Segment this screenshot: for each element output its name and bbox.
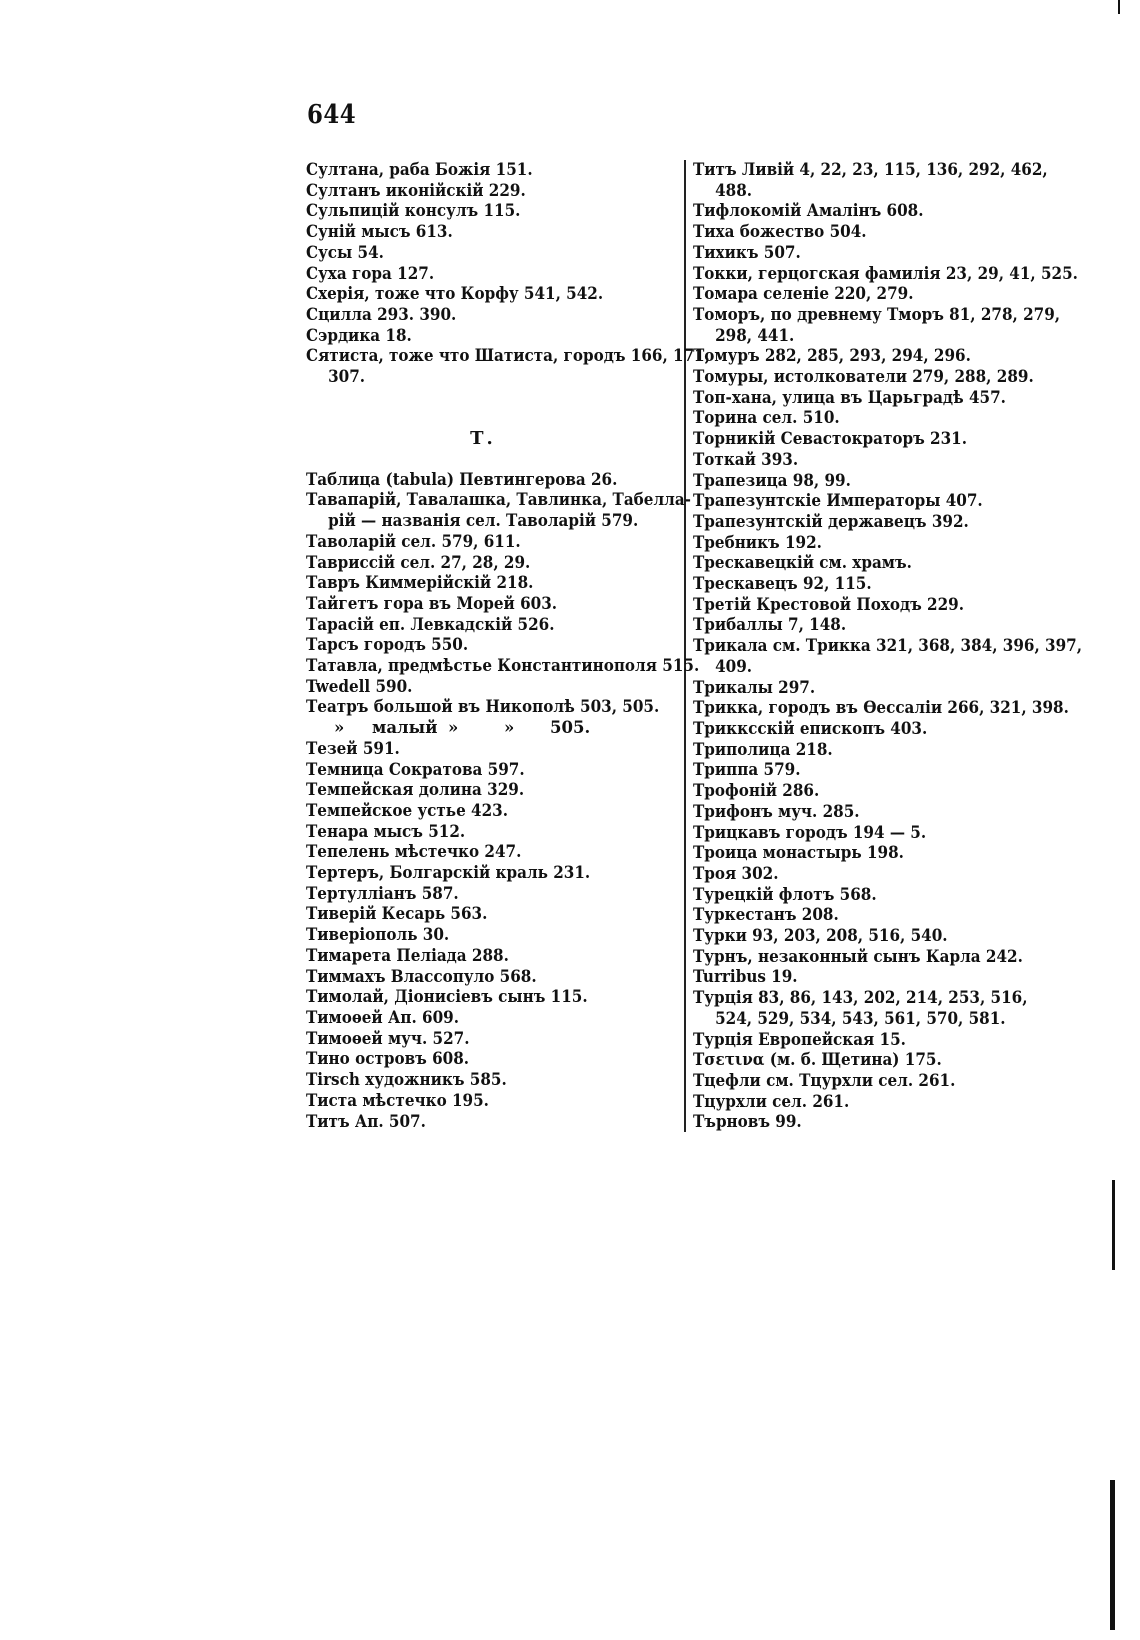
index-entry-text: Тцефли см. Тцурхли сел. 261. <box>693 1070 956 1090</box>
index-entry <box>306 181 679 202</box>
page-number: 644 <box>307 100 357 130</box>
index-entry-text: Тертулліанъ 587. <box>306 883 459 903</box>
scan-edge-mark <box>1112 1180 1115 1270</box>
index-entry <box>693 698 1069 719</box>
index-entry-text: Торина сел. 510. <box>693 408 840 428</box>
index-entry <box>306 656 700 677</box>
index-entry <box>306 264 679 285</box>
index-entry <box>306 697 679 718</box>
index-entry <box>306 573 679 594</box>
index-entry <box>693 1112 1066 1133</box>
index-entry <box>693 823 1066 844</box>
index-entry <box>306 884 679 905</box>
index-entry-text: Трикала см. Трикка 321, 368, 384, 396, 397, <box>693 636 1083 656</box>
index-entry-text: Трофоній 286. <box>693 781 820 801</box>
index-entry <box>693 1030 1066 1051</box>
index-entry-text: Тоткай 393. <box>693 449 799 469</box>
index-entry <box>306 1008 679 1029</box>
index-entry <box>693 367 1066 388</box>
index-entry-text: Тимоѳей муч. 527. <box>306 1028 470 1048</box>
index-entry <box>693 533 1066 554</box>
index-entry-text: Трапезунтскіе Императоры 407. <box>693 491 983 511</box>
index-entry-text: Турція 83, 86, 143, 202, 214, 253, 516, <box>693 988 1028 1008</box>
index-entry-text: Суній мысъ 613. <box>306 222 453 242</box>
index-entry-text: Тавриссій сел. 27, 28, 29. <box>306 552 531 572</box>
index-entry <box>306 677 679 698</box>
index-entry-text: Тепелень мѣстечко 247. <box>306 842 522 862</box>
index-entry <box>693 967 1066 988</box>
right-entries <box>693 160 1083 1133</box>
index-entry <box>693 1071 1066 1092</box>
index-entry-text: Тиха божество 504. <box>693 222 867 242</box>
index-entry-text: Тайгетъ гора въ Морей 603. <box>306 593 558 613</box>
index-entry <box>306 346 710 387</box>
index-entry <box>693 843 1066 864</box>
index-entry-text: Турки 93, 203, 208, 516, 540. <box>693 926 948 946</box>
index-entry <box>306 967 679 988</box>
index-entry <box>693 926 1066 947</box>
index-entry <box>693 947 1066 968</box>
index-entry <box>693 512 1066 533</box>
ditto-number: 505. <box>550 718 591 738</box>
index-entry-text: Трескавецкій см. храмъ. <box>693 553 912 573</box>
index-entry-text: Търновъ 99. <box>693 1112 802 1132</box>
index-entry <box>306 635 679 656</box>
index-entry <box>693 429 1066 450</box>
index-entry <box>306 946 679 967</box>
index-entry-text: Троя 302. <box>693 863 779 883</box>
index-entry-text: Трапезунтскій державецъ 392. <box>693 511 969 531</box>
index-entry <box>693 885 1066 906</box>
index-entry <box>306 305 679 326</box>
index-entry <box>693 263 1078 285</box>
index-entry-continuation: 298, 441. <box>715 325 795 345</box>
index-entry-text: Томуръ 282, 285, 293, 294, 296. <box>693 346 971 366</box>
right-column <box>693 160 1083 1133</box>
index-entry <box>693 201 1066 222</box>
index-entry-continuation: 488. <box>715 180 753 200</box>
index-entry <box>693 574 1066 595</box>
index-entry-text: Татавла, предмѣстье Константинополя 515. <box>306 656 700 676</box>
index-entry <box>693 864 1066 885</box>
index-entry-text: Третій Крестовой Походъ 229. <box>693 594 965 614</box>
index-entry-text: Тавръ Киммерійскій 218. <box>306 573 534 593</box>
index-entry <box>693 905 1066 926</box>
index-entry-text: Тиста мѣстечко 195. <box>306 1090 489 1110</box>
index-entry <box>306 1070 679 1091</box>
index-entry-text: Султанъ иконійскій 229. <box>306 180 526 200</box>
ditto-mark: » <box>448 718 459 738</box>
index-entry-text: Троица монастырь 198. <box>693 843 904 863</box>
index-entry-text: Требникъ 192. <box>693 532 822 552</box>
index-entry-text: Торникій Севастократоръ 231. <box>693 429 968 449</box>
scan-edge-mark <box>1110 1480 1115 1630</box>
index-entry <box>306 863 679 884</box>
index-entry-text: Тимолай, Діонисіевъ сынъ 115. <box>306 987 588 1007</box>
index-entry <box>306 201 679 222</box>
index-entry-text: Томоръ, по древнему Тморъ 81, 278, 279, <box>693 304 1061 324</box>
index-entry <box>306 284 679 305</box>
index-entry-text: Сцилла 293. 390. <box>306 304 457 324</box>
index-entry <box>306 490 691 531</box>
index-entry-text: Тарасій еп. Левкадскій 526. <box>306 614 555 634</box>
ditto-mark: » <box>504 718 515 738</box>
index-entry <box>693 988 1066 1029</box>
index-entry-text: Тезей 591. <box>306 738 400 758</box>
index-entry-text: Tirsch художникъ 585. <box>306 1070 507 1090</box>
index-entry <box>306 739 679 760</box>
index-entry-text: Сэрдика 18. <box>306 325 412 345</box>
index-entry-text: Турція Европейская 15. <box>693 1029 906 1049</box>
index-entry-text: Турецкій флотъ 568. <box>693 884 877 904</box>
index-entry <box>306 822 679 843</box>
scan-edge-mark <box>1118 0 1120 14</box>
index-entry <box>693 781 1066 802</box>
index-entry <box>693 740 1066 761</box>
index-entry-text: Трифонъ муч. 285. <box>693 801 860 821</box>
index-entry-text: Тарсъ городъ 550. <box>306 635 469 655</box>
index-entry-text: Суха гора 127. <box>306 263 435 283</box>
left-entries-tail <box>306 739 678 1132</box>
index-entry-text: Трикка, городъ въ Ѳессаліи 266, 321, 398. <box>693 698 1069 718</box>
index-entry-text: Сятиста, тоже что Шатиста, городъ 166, 171, <box>306 346 710 366</box>
index-entry <box>693 1050 1066 1071</box>
index-entry-continuation: рій — названія сел. Таволарій 579. <box>328 511 639 531</box>
index-entry-text: Тихикъ 507. <box>693 242 801 262</box>
index-entry-text: Темпейское устье 423. <box>306 800 509 820</box>
index-entry <box>693 719 1066 740</box>
index-entry-text: Триппа 579. <box>693 760 801 780</box>
index-entry-text: Султана, раба Божія 151. <box>306 160 533 179</box>
index-entry <box>306 470 679 491</box>
index-entry <box>306 987 679 1008</box>
index-entry-text: Тиверіополь 30. <box>306 925 450 945</box>
index-entry <box>306 532 679 553</box>
index-entry-text: Тавапарій, Тавалашка, Тавлинка, Табелла- <box>306 490 691 510</box>
index-entry <box>306 925 679 946</box>
index-entry <box>693 346 1066 367</box>
index-entry <box>693 678 1066 699</box>
index-entry-ditto <box>306 718 678 739</box>
index-entry <box>693 636 1083 677</box>
index-entry-text: Twedell 590. <box>306 676 413 696</box>
left-entries-before-section <box>306 160 710 388</box>
index-entry-text: Трапезица 98, 99. <box>693 470 851 490</box>
index-entry-text: Тиверій Кесарь 563. <box>306 904 488 924</box>
index-entry-continuation: 524, 529, 534, 543, 561, 570, 581. <box>715 1008 1006 1028</box>
index-entry <box>306 1091 679 1112</box>
index-entry-text: Трицкавъ городъ 194 — 5. <box>693 822 927 842</box>
index-entry <box>306 222 679 243</box>
section-heading: Т. <box>470 427 496 449</box>
index-entry <box>306 553 679 574</box>
index-entry <box>306 801 679 822</box>
index-entry <box>693 408 1066 429</box>
index-entry-text: Тертеръ, Болгарскій краль 231. <box>306 863 591 883</box>
index-entry-text: Сусы 54. <box>306 242 384 262</box>
index-entry <box>306 243 679 264</box>
index-entry <box>306 780 679 801</box>
index-entry <box>693 491 1066 512</box>
index-entry-text: Турнъ, незаконный сынъ Карла 242. <box>693 946 1023 966</box>
index-entry-text: Тиммахъ Влассопуло 568. <box>306 966 537 986</box>
index-entry-text: Темница Сократова 597. <box>306 759 525 779</box>
index-entry-text: Темпейская долина 329. <box>306 780 525 800</box>
index-entry-text: Томуры, истолкователи 279, 288, 289. <box>693 367 1034 387</box>
index-entry-text: Тцурхли сел. 261. <box>693 1091 850 1111</box>
index-entry <box>306 615 679 636</box>
left-column <box>306 160 710 1132</box>
index-entry-text: Триполица 218. <box>693 739 833 759</box>
index-entry-text: Томара селеніе 220, 279. <box>693 284 914 304</box>
index-entry <box>693 222 1066 243</box>
index-entry <box>693 595 1066 616</box>
index-entry <box>306 594 679 615</box>
index-entry-text: Сульпицій консулъ 115. <box>306 201 521 221</box>
index-entry-text: Τσετινα (м. б. Щетина) 175. <box>693 1050 942 1070</box>
column-divider <box>684 160 686 1132</box>
index-entry <box>693 802 1066 823</box>
index-entry <box>693 305 1066 346</box>
index-entry <box>693 388 1066 409</box>
index-entry-text: Театръ большой въ Никополѣ 503, 505. <box>306 697 660 717</box>
index-entry <box>693 160 1066 201</box>
index-entry-text: Трибаллы 7, 148. <box>693 615 847 635</box>
index-entry-text: Трикксскій епископъ 403. <box>693 718 928 738</box>
index-entry-text: Тимарета Пеліада 288. <box>306 945 509 965</box>
index-entry <box>306 1029 679 1050</box>
index-entry-text: Трескавецъ 92, 115. <box>693 574 872 594</box>
ditto-mark: » <box>334 718 345 738</box>
index-entry <box>306 842 679 863</box>
index-entry-text: Трикалы 297. <box>693 677 816 697</box>
index-entry-text: Титъ Ап. 507. <box>306 1111 426 1131</box>
index-entry <box>306 760 679 781</box>
index-entry-text: Тимоѳей Ап. 609. <box>306 1008 459 1027</box>
index-entry-text: Схерія, тоже что Корфу 541, 542. <box>306 284 604 304</box>
index-entry-text: Туркестанъ 208. <box>693 905 839 925</box>
index-entry <box>693 471 1066 492</box>
index-entry <box>306 326 679 347</box>
index-entry-text: Тино островъ 608. <box>306 1049 470 1069</box>
index-entry-text: Turribus 19. <box>693 967 798 987</box>
index-entry <box>306 1112 679 1133</box>
index-entry <box>306 904 679 925</box>
index-entry-text: Тифлокомій Амалінъ 608. <box>693 201 924 221</box>
index-entry <box>693 760 1066 781</box>
index-entry <box>693 450 1066 471</box>
index-entry-text: Тенара мысъ 512. <box>306 821 466 841</box>
index-entry-text: Титъ Ливій 4, 22, 23, 115, 136, 292, 462, <box>693 160 1048 179</box>
index-entry <box>693 284 1066 305</box>
index-entry-text: Токки, герцогская фамилія 23, 29, 41, 525. <box>693 263 1078 283</box>
index-entry-text: Топ-хана, улица въ Царьградѣ 457. <box>693 387 1006 407</box>
index-entry-continuation: 307. <box>328 367 366 387</box>
index-entry-continuation: 409. <box>715 656 753 676</box>
left-entries-after-section <box>306 469 700 718</box>
index-entry <box>306 160 679 181</box>
index-entry <box>693 553 1066 574</box>
index-entry <box>693 1092 1066 1113</box>
index-entry <box>693 615 1066 636</box>
index-entry <box>693 243 1066 264</box>
index-entry-text: Таволарій сел. 579, 611. <box>306 531 521 551</box>
index-entry-text: Таблица (tabula) Певтингерова 26. <box>306 469 618 489</box>
ditto-word: малый <box>372 718 438 738</box>
index-entry <box>306 1049 679 1070</box>
